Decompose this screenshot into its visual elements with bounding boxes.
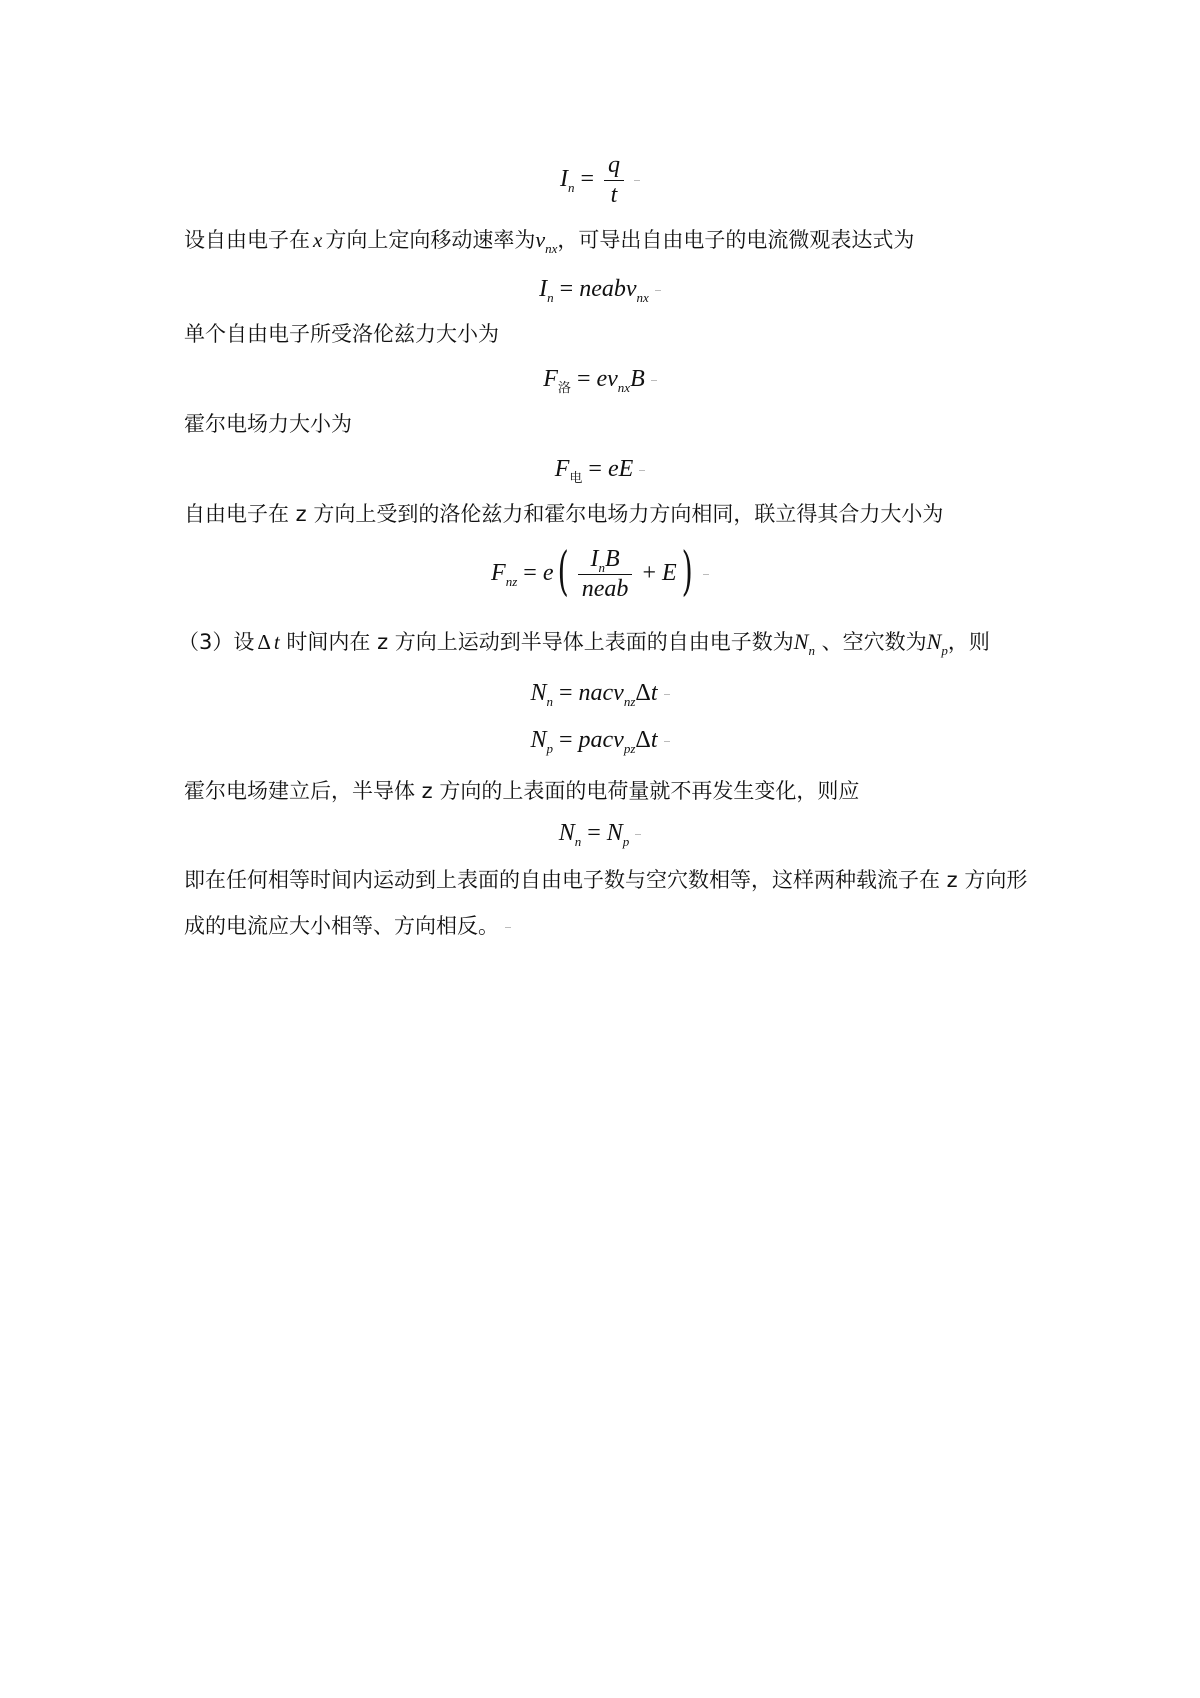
equation-current-micro: $I_n$ = neabv$_{nx}$ [0,276,1200,303]
equation-lorentz-force: $F_洛 = ev_{nx}B$ [0,366,1200,396]
equation-current-definition: $I_n$ = $\frac{q}{t}$ [0,152,1200,209]
text-line-net-force: 自由电子在 z 方向上受到的洛伦兹力和霍尔电场力方向相同，联立得其合力大小为 [184,502,944,526]
text-line-conclusion-1: 即在任何相等时间内运动到上表面的自由电子数与空穴数相等，这样两种载流子在 z 方向形 [184,868,1028,892]
equation-count-equal: $N_n = N_p$ [0,820,1200,847]
text-line-hall-force: 霍尔电场力大小为 [184,412,352,436]
text-line-velocity: 设自由电子在 x 方向上定向移动速率为$v_{nx}$，可导出自由电子的电流微观表达式为 [184,227,915,256]
text-line-part3: （3）设 Δ t 时间内在 z 方向上运动到半导体上表面的自由电子数为$N_n$ 、空穴数为$N_p$，则 [178,629,990,658]
text-line-hall-established: 霍尔电场建立后，半导体 z 方向的上表面的电荷量就不再发生变化，则应 [184,779,860,803]
equation-hall-force: $F_电$ = eE [0,456,1200,486]
text-line-lorentz-force: 单个自由电子所受洛伦兹力大小为 [184,322,499,346]
equation-hole-count: $N_p$ = pacv$_{pz}$Δt [0,727,1200,754]
text-line-conclusion-2: 成的电流应大小相等、方向相反。 [184,912,511,940]
equation-net-force: $F_{nz} = e$( $\frac{I_nB}{\text{neab}}$ + E) [0,546,1200,603]
equation-electron-count: $N_n$ = nacv$_{nz}$Δt [0,680,1200,707]
